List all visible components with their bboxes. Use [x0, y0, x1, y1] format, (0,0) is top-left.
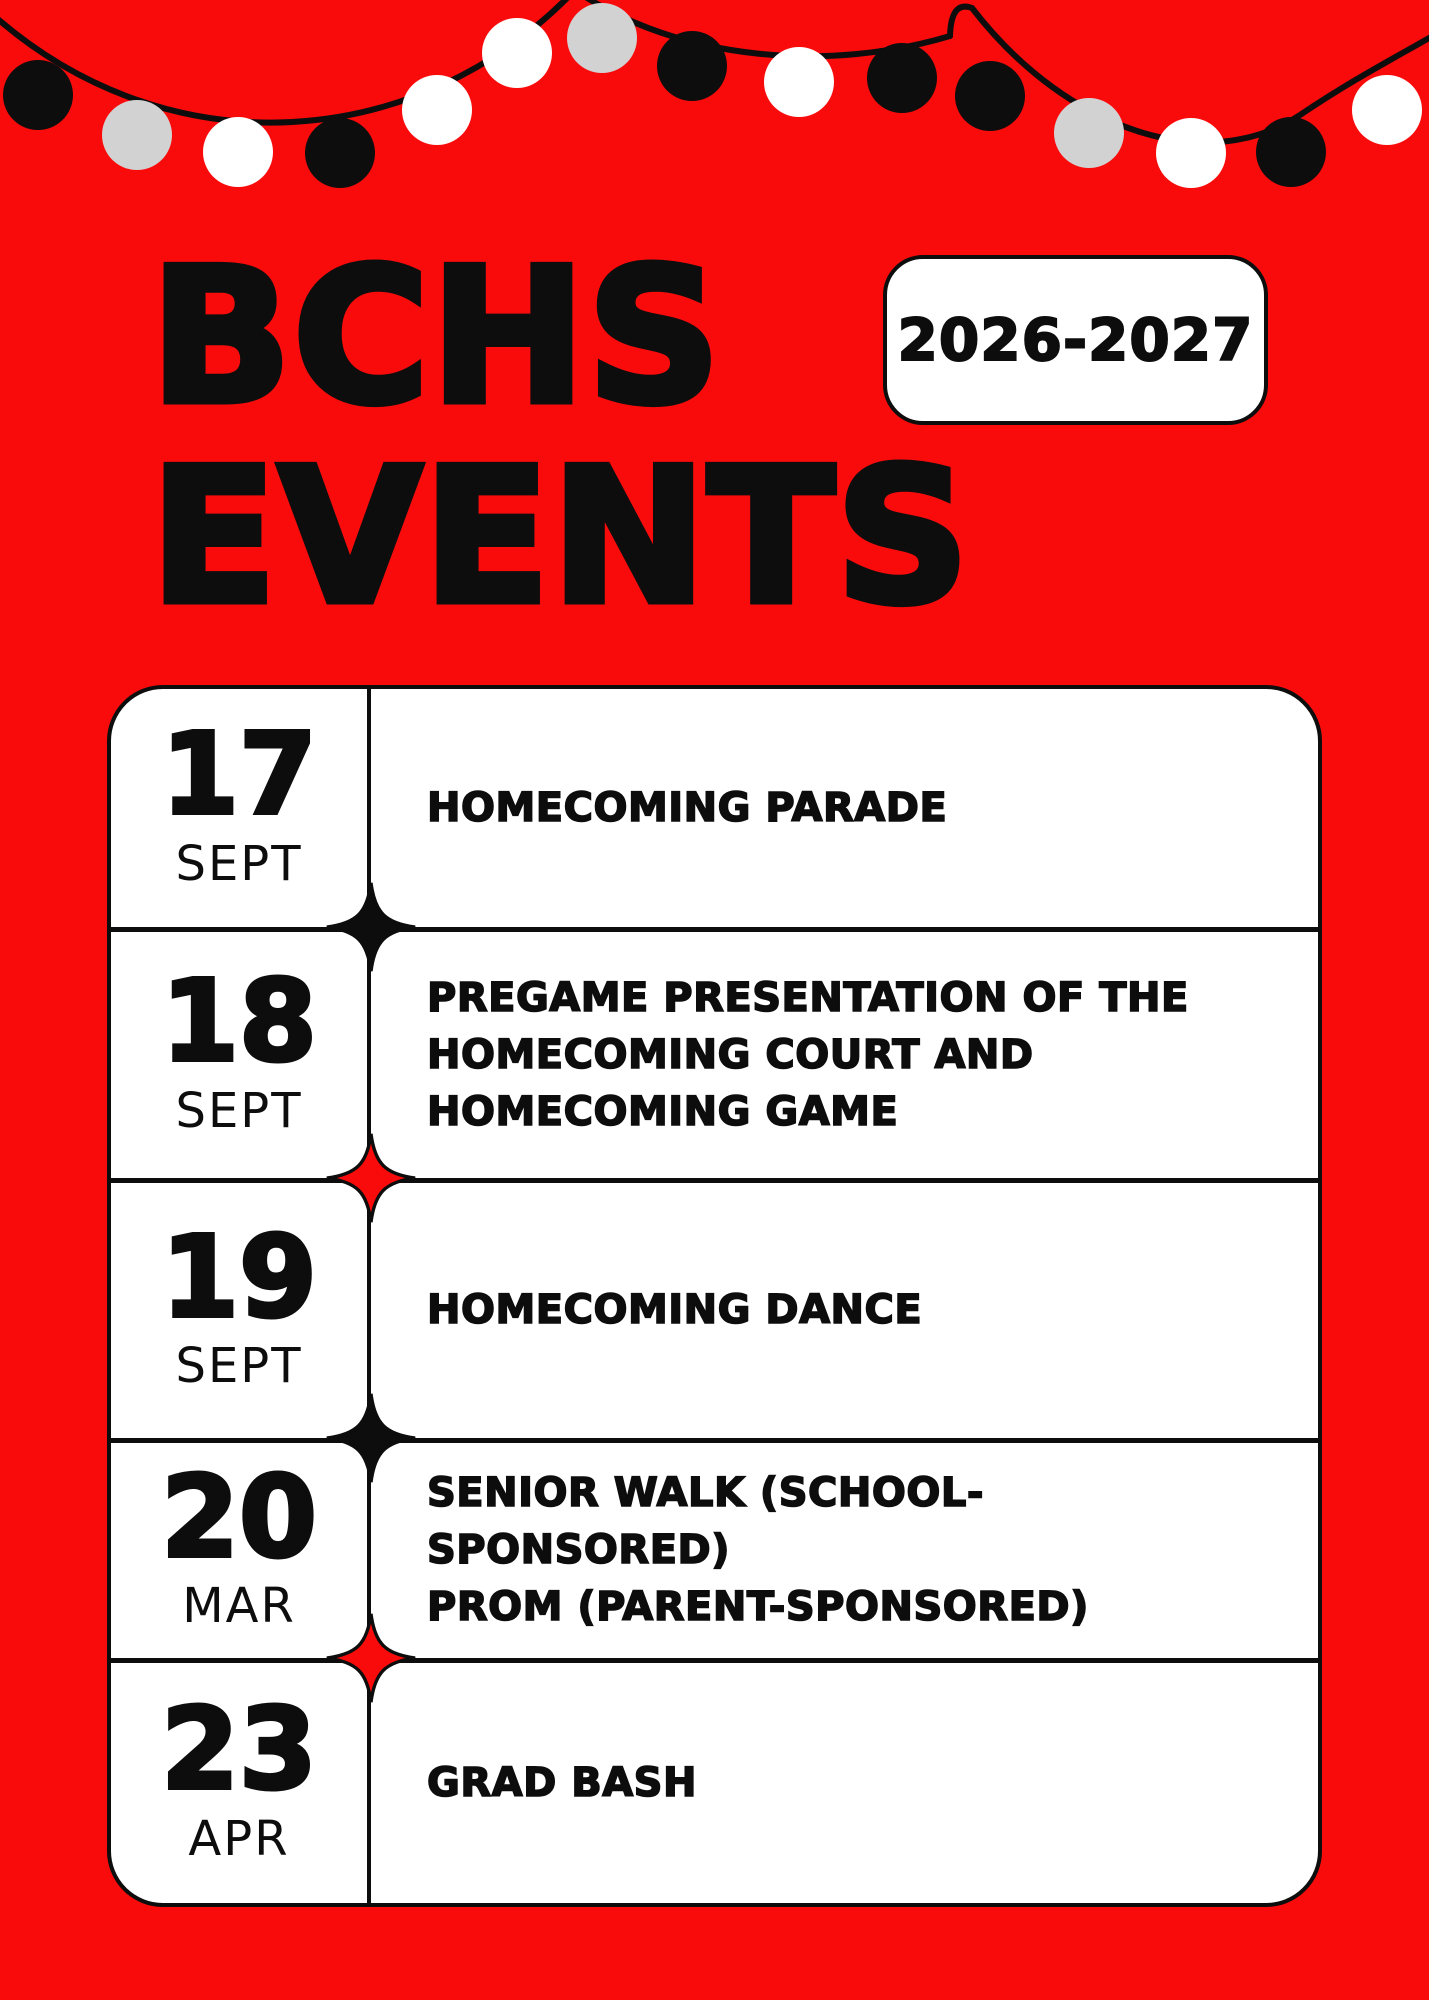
- poster-title-line1: BCHS: [150, 228, 722, 445]
- event-text-line: GRAD BASH: [427, 1759, 697, 1806]
- sparkle-icon: [323, 1130, 419, 1226]
- event-description: [371, 932, 1318, 1178]
- year-badge-label: 2026-2027: [897, 306, 1254, 374]
- event-description: [371, 689, 1318, 927]
- event-row: [111, 689, 1318, 927]
- light-bulb: [1054, 98, 1124, 168]
- event-day: 19: [161, 1212, 317, 1343]
- events-card: [107, 685, 1322, 1907]
- light-bulb: [402, 75, 472, 145]
- poster-title-line2: EVENTS: [150, 428, 971, 645]
- event-row: [111, 927, 1318, 1178]
- light-bulb: [305, 118, 375, 188]
- event-row: [111, 1658, 1318, 1903]
- event-text-line: PROM (PARENT-SPONSORED): [427, 1584, 1089, 1630]
- event-text-line: HOMECOMING DANCE: [427, 1287, 923, 1333]
- sparkle-icon: [323, 1390, 419, 1486]
- light-bulb: [102, 100, 172, 170]
- event-text-line: HOMECOMING COURT AND: [427, 1031, 1034, 1078]
- event-description: [371, 1443, 1318, 1658]
- event-text-line: HOMECOMING GAME: [427, 1088, 899, 1135]
- event-text-line: SENIOR WALK (SCHOOL-SPONSORED): [427, 1470, 984, 1573]
- event-day: 18: [161, 957, 317, 1088]
- event-description: [371, 1663, 1318, 1903]
- event-month: SEPT: [175, 1082, 303, 1139]
- light-bulb: [3, 60, 73, 130]
- event-row: [111, 1178, 1318, 1438]
- light-bulb: [1256, 117, 1326, 187]
- light-bulb: [482, 18, 552, 88]
- light-bulb: [1352, 75, 1422, 145]
- event-day: 20: [161, 1452, 317, 1583]
- event-month: SEPT: [175, 835, 303, 892]
- event-description: [371, 1183, 1318, 1438]
- event-text-line: HOMECOMING PARADE: [427, 784, 948, 831]
- event-text-line: PREGAME PRESENTATION OF THE: [427, 974, 1189, 1021]
- light-bulb: [203, 117, 273, 187]
- event-day: 23: [161, 1685, 317, 1816]
- event-day: 17: [161, 710, 317, 841]
- light-bulb: [955, 61, 1025, 131]
- light-bulb: [567, 3, 637, 73]
- year-badge: [883, 255, 1268, 425]
- event-month: MAR: [182, 1578, 296, 1635]
- sparkle-icon: [323, 879, 419, 975]
- event-month: APR: [188, 1810, 290, 1867]
- light-bulb: [1156, 118, 1226, 188]
- sparkle-icon: [323, 1610, 419, 1706]
- light-bulb: [867, 43, 937, 113]
- light-bulb: [764, 47, 834, 117]
- party-lights-garland: [0, 0, 1429, 250]
- event-row: [111, 1438, 1318, 1658]
- event-month: SEPT: [175, 1338, 303, 1395]
- light-bulb: [657, 31, 727, 101]
